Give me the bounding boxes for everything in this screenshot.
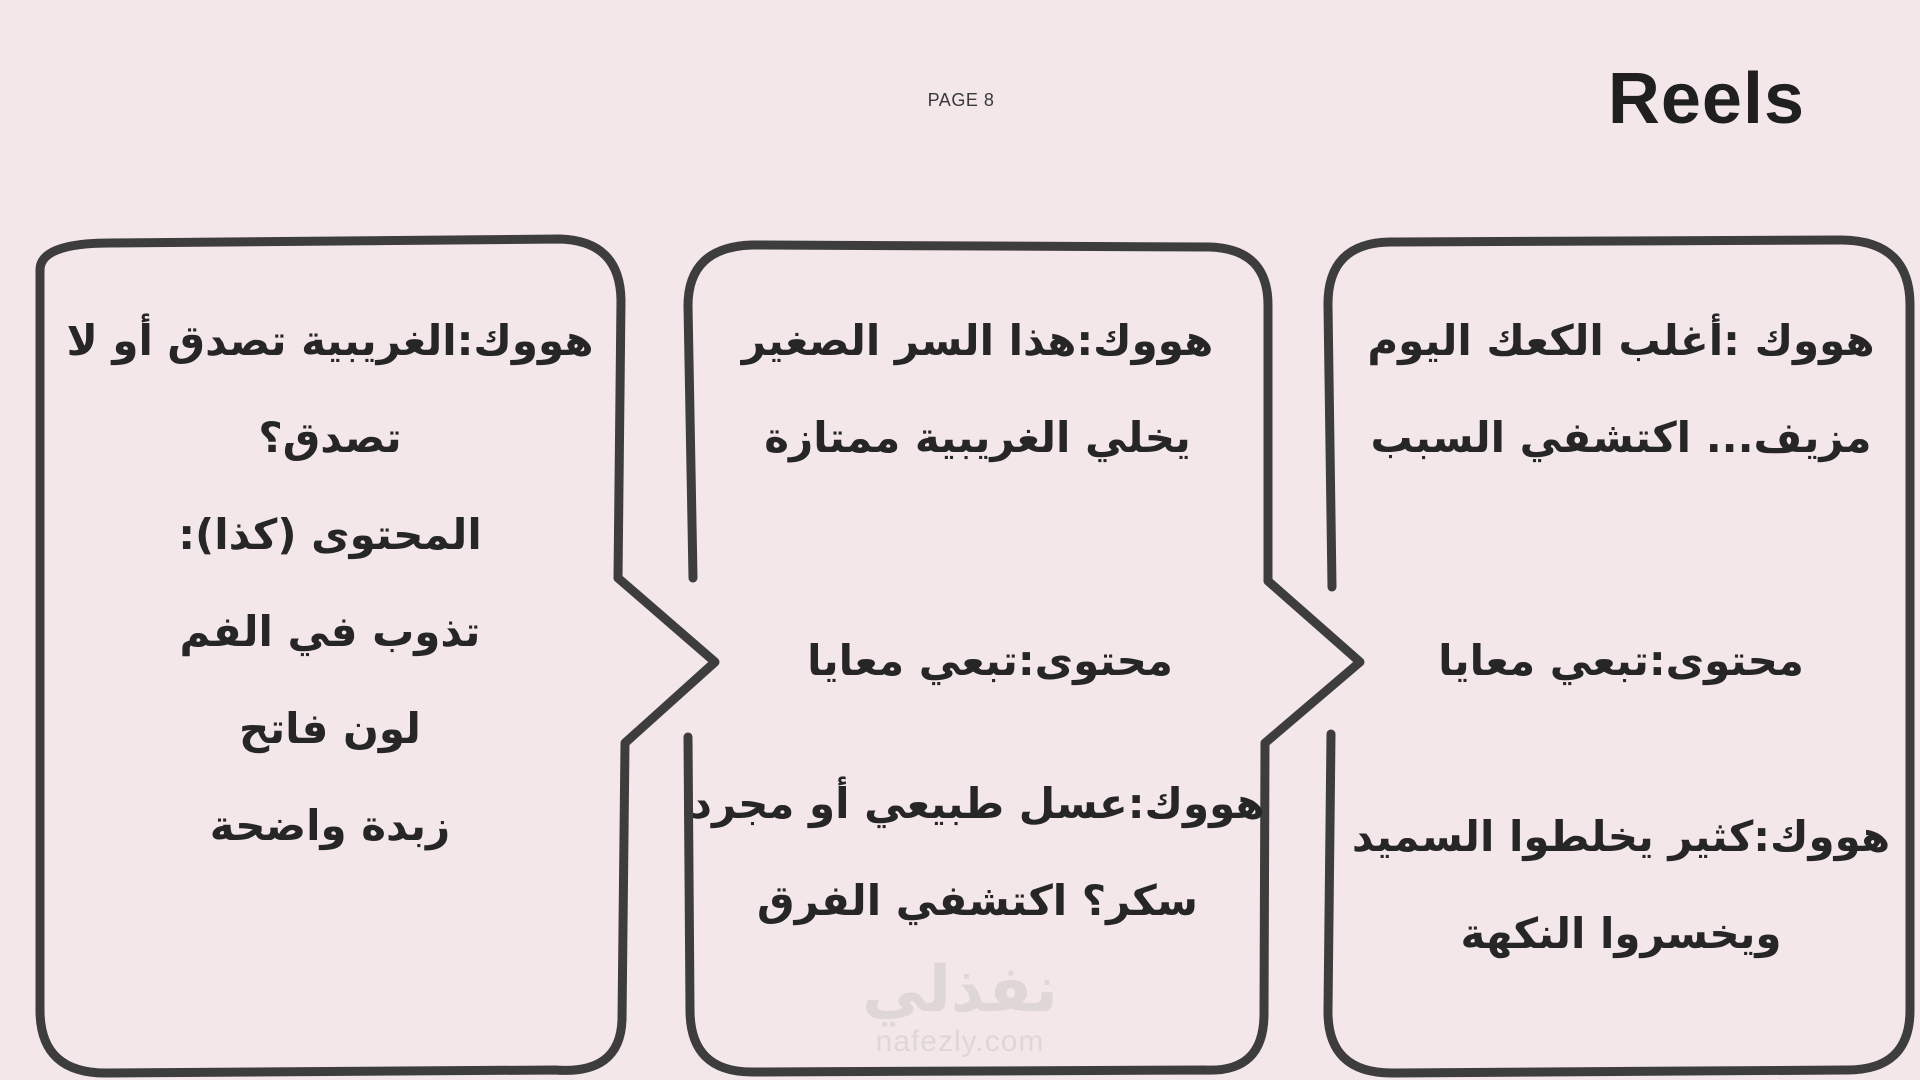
- text-line: تصدق؟: [258, 413, 402, 462]
- hook-line: ويخسروا النكهة: [1460, 909, 1782, 958]
- card-middle-hook-bottom: [690, 755, 1265, 949]
- page-title: Reels: [1607, 59, 1805, 139]
- text-line: تذوب في الفم: [179, 607, 481, 656]
- hook-line: هووك :أغلب الكعك اليوم: [1367, 316, 1875, 365]
- hook-line: هووك:هذا السر الصغير: [741, 316, 1214, 365]
- card-middle-hook-top: [690, 292, 1265, 486]
- hook-line: مزيف... اكتشفي السبب: [1370, 413, 1872, 462]
- card-right-hook-bottom: [1332, 788, 1910, 982]
- content-line: محتوى:تبعي معايا: [807, 636, 1173, 685]
- hook-line: سكر؟ اكتشفي الفرق: [757, 876, 1198, 925]
- text-line: المحتوى (كذا):: [178, 510, 482, 559]
- watermark-logo: [810, 955, 1110, 1059]
- card-middle-content: [690, 612, 1290, 709]
- text-line: زبدة واضحة: [209, 801, 451, 850]
- hook-line: يخلي الغريبية ممتازة: [764, 413, 1191, 462]
- page-label: PAGE 8: [927, 90, 995, 110]
- content-line: محتوى:تبعي معايا: [1438, 636, 1804, 685]
- hook-line: هووك:كثير يخلطوا السميد: [1351, 812, 1891, 861]
- hook-line: هووك:عسل طبيعي أو مجرد: [690, 779, 1265, 828]
- watermark-url: nafezly.com: [875, 1025, 1045, 1058]
- card-left-text: [50, 292, 610, 874]
- card-right-hook-top: [1332, 292, 1910, 486]
- card-right-content: [1332, 612, 1910, 709]
- text-line: لون فاتح: [239, 704, 421, 753]
- text-line: هووك:الغريبية تصدق أو لا: [66, 316, 594, 365]
- watermark-arabic: نفذلي: [862, 953, 1058, 1027]
